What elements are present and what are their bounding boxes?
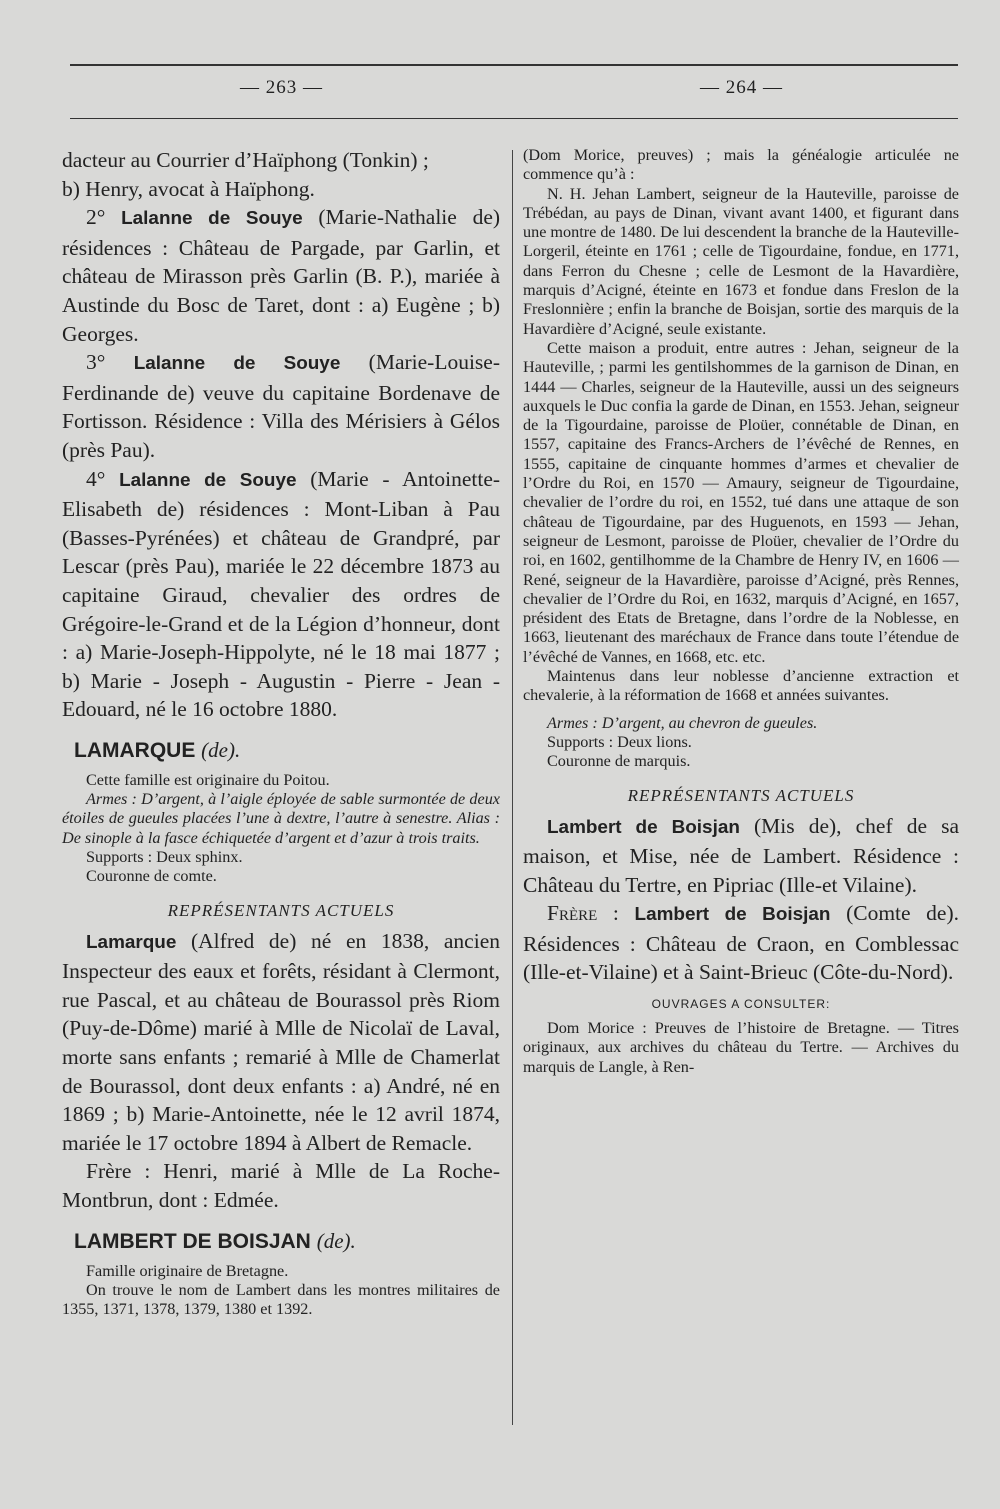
left-column [62,146,500,1319]
right-armes: Armes : D’argent, au chevron de gueules. [547,713,818,732]
lambert-montres: On trouve le nom de Lambert dans les montres militaires de 1355, 1371, 1378, 1379, 1380 et 1392. [62,1280,500,1319]
heading-lamarque: LAMARQUE (de). [74,737,241,762]
right-para-1: (Dom Morice, preuves) ; mais la généalogie articulée ne commence qu’à : [523,146,959,184]
right-para-2: N. H. Jehan Lambert, seigneur de la Hauteville, paroisse de Trébédan, au pays de Dinan, vivant avant 1400, et figurant dans une montre de 1480. De lui descendent la branche de la Hauteville-Lorgeril, éteinte en 1761 ; celle de Tigourdaine, fondue, en 1771, dans Ferron du Chesne ; celle de Lesmont de la Havardière, marquis d’Acigné, éteinte en 1673 et fondue dans Freslon de la Freslonnière ; enfin la branche de Boisjan, sortie des marquis de la Havardière d’Acigné, seule existante. [523,184,959,338]
entry-name: Lalanne de Souye [119,469,297,491]
top-rule [70,64,958,66]
right-para-3: Cette maison a produit, entre autres : Jehan, seigneur de la Hauteville, ; parmi les gentilshommes de la garnison de Dinan, en 1444 — Charles, seigneur de la Hauteville, aussi un des seigneurs auxquels le Duc confia la garde de Dinan, en 1553. Jehan, seigneur de la Tigourdaine, paroisse de Ploüer, connétable de Dinan, en 1557, capitaine des Francs-Archers de l’évêché de Rennes, en 1555, capitaine de cinquante hommes d’armes et chevalier de l’Ordre du Roi, en 1570 — Amaury, seigneur de Tigourdaine, chevalier de l’ordre du roi, en 1552, tué dans une attaque de son château de Tigourdaine, par des Huguenots, en 1593 — Jehan, seigneur de Lesmont, paroisse de Ploüer, chevalier de l’Ordre du roi, en 1602, gentilhomme de la Chambre de Henry IV, en 1606 — René, seigneur de la Havardière, paroisse d’Acigné, près Rennes, chevalier de l’Ordre du Roi, en 1632, marquis d’Acigné, en 1657, président des Etats de Bretagne, dans l’ordre de la Noblesse, en 1663, lieutenant des maréchaux de France dans toute l’étendue de l’évêché de Vannes, en 1668, etc. etc. [523,338,959,666]
ouvrages-heading: OUVRAGES A CONSULTER: [651,997,831,1012]
right-para-4: Maintenus dans leur noblesse d’ancienne extraction et chevalerie, à la réformation de 1668 et années suivantes. [523,667,959,705]
right-page-number: — 264 — [700,77,783,98]
entry-3: 3° Lalanne de Souye (Marie-Louise-Ferdinande de) veuve du capitaine Bordenave de Fortisson. Résidence : Villa des Mérisiers à Gélos (près Pau). [62,350,501,462]
header-rule [70,118,958,119]
entry-name: Lalanne de Souye [121,208,303,230]
right-column [523,146,959,1077]
entry-4: 4° Lalanne de Souye (Marie - Antoinette-Elisabeth de) résidences : Mont-Liban à Pau (Basses-Pyrénées) et château de Grandpré, par Lescar (près Pau), mariée le 22 décembre 1873 au capitaine Giraud, chevalier des ordres de Grégoire-le-Grand et de la Légion d’honneur, dont : a) Marie-Joseph-Hippolyte, né le 18 mai 1877 ; b) Marie - Joseph - Augustin - Pierre - Jean - Edouard, né le 16 octobre 1880. [62,466,501,722]
right-supports: Supports : Deux lions. [547,732,692,751]
para-continued: dacteur au Courrier d’Haïphong (Tonkin) ; [62,148,429,172]
lamarque-couronne: Couronne de comte. [86,867,217,886]
lamarque-entry: Lamarque (Alfred de) né en 1838, ancien Inspecteur des eaux et forêts, résidant à Clermont, rue Pascal, et au château de Bourassol près Riom (Puy-de-Dôme) marié à Mlle de Nicolaï de Laval, morte sans enfants ; remarié à Mlle de Chamerlat de Bourassol, dont deux enfants : a) André, né en 1869 ; b) Marie-Antoinette, née le 12 avril 1874, mariée le 17 octobre 1894 à Albert de Remacle. [62,928,500,1155]
left-page-number: — 263 — [240,77,323,98]
right-couronne: Couronne de marquis. [547,752,691,771]
lamarque-supports: Supports : Deux sphinx. [86,848,243,867]
lambert-origin: Famille originaire de Bretagne. [86,1261,289,1280]
column-divider [512,150,513,1425]
ouvrages-list: Dom Morice : Preuves de l’histoire de Bretagne. — Titres originaux, aux archives du château du Tertre. — Archives du marquis de Langle, à Ren- [523,1019,959,1076]
entry-name: Lalanne de Souye [133,353,341,375]
boisjan-frere: Frère : Lambert de Boisjan (Comte de). Résidences : Château de Craon, en Comblessac (Ille-et-Vilaine) et à Saint-Brieuc (Côte-du-Nord). [523,901,960,985]
representants-heading: REPRÉSENTANTS ACTUELS [167,900,395,920]
lamarque-frere: Frère : Henri, marié à Mlle de La Roche-Montbrun, dont : Edmée. [62,1159,500,1212]
representants-heading-2: REPRÉSENTANTS ACTUELS [627,785,855,805]
heading-lambert: LAMBERT DE BOISJAN (de). [74,1228,356,1253]
boisjan-entry: Lambert de Boisjan (Mis de), chef de sa maison, et Mise, née de Lambert. Résidence : Château du Tertre, en Pipriac (Ille-et Vilaine). [523,813,959,897]
entry-2: 2° Lalanne de Souye (Marie-Nathalie de) résidences : Château de Pargade, par Garlin, et château de Mirasson près Garlin (B. P.), mariée à Austinde du Bosc de Taret, dont : a) Eugène ; b) Georges. [62,205,501,346]
para-henry: b) Henry, avocat à Haïphong. [62,176,315,201]
lamarque-origin: Cette famille est originaire du Poitou. [86,770,330,789]
lamarque-armes: Armes : D’argent, à l’aigle éployée de sable surmontée de deux étoiles de gueules placées l’une à dextre, l’autre à senestre. Alias : De sinople à la fasce échiquetée d’argent et d’azur à trois traits. [62,790,500,847]
